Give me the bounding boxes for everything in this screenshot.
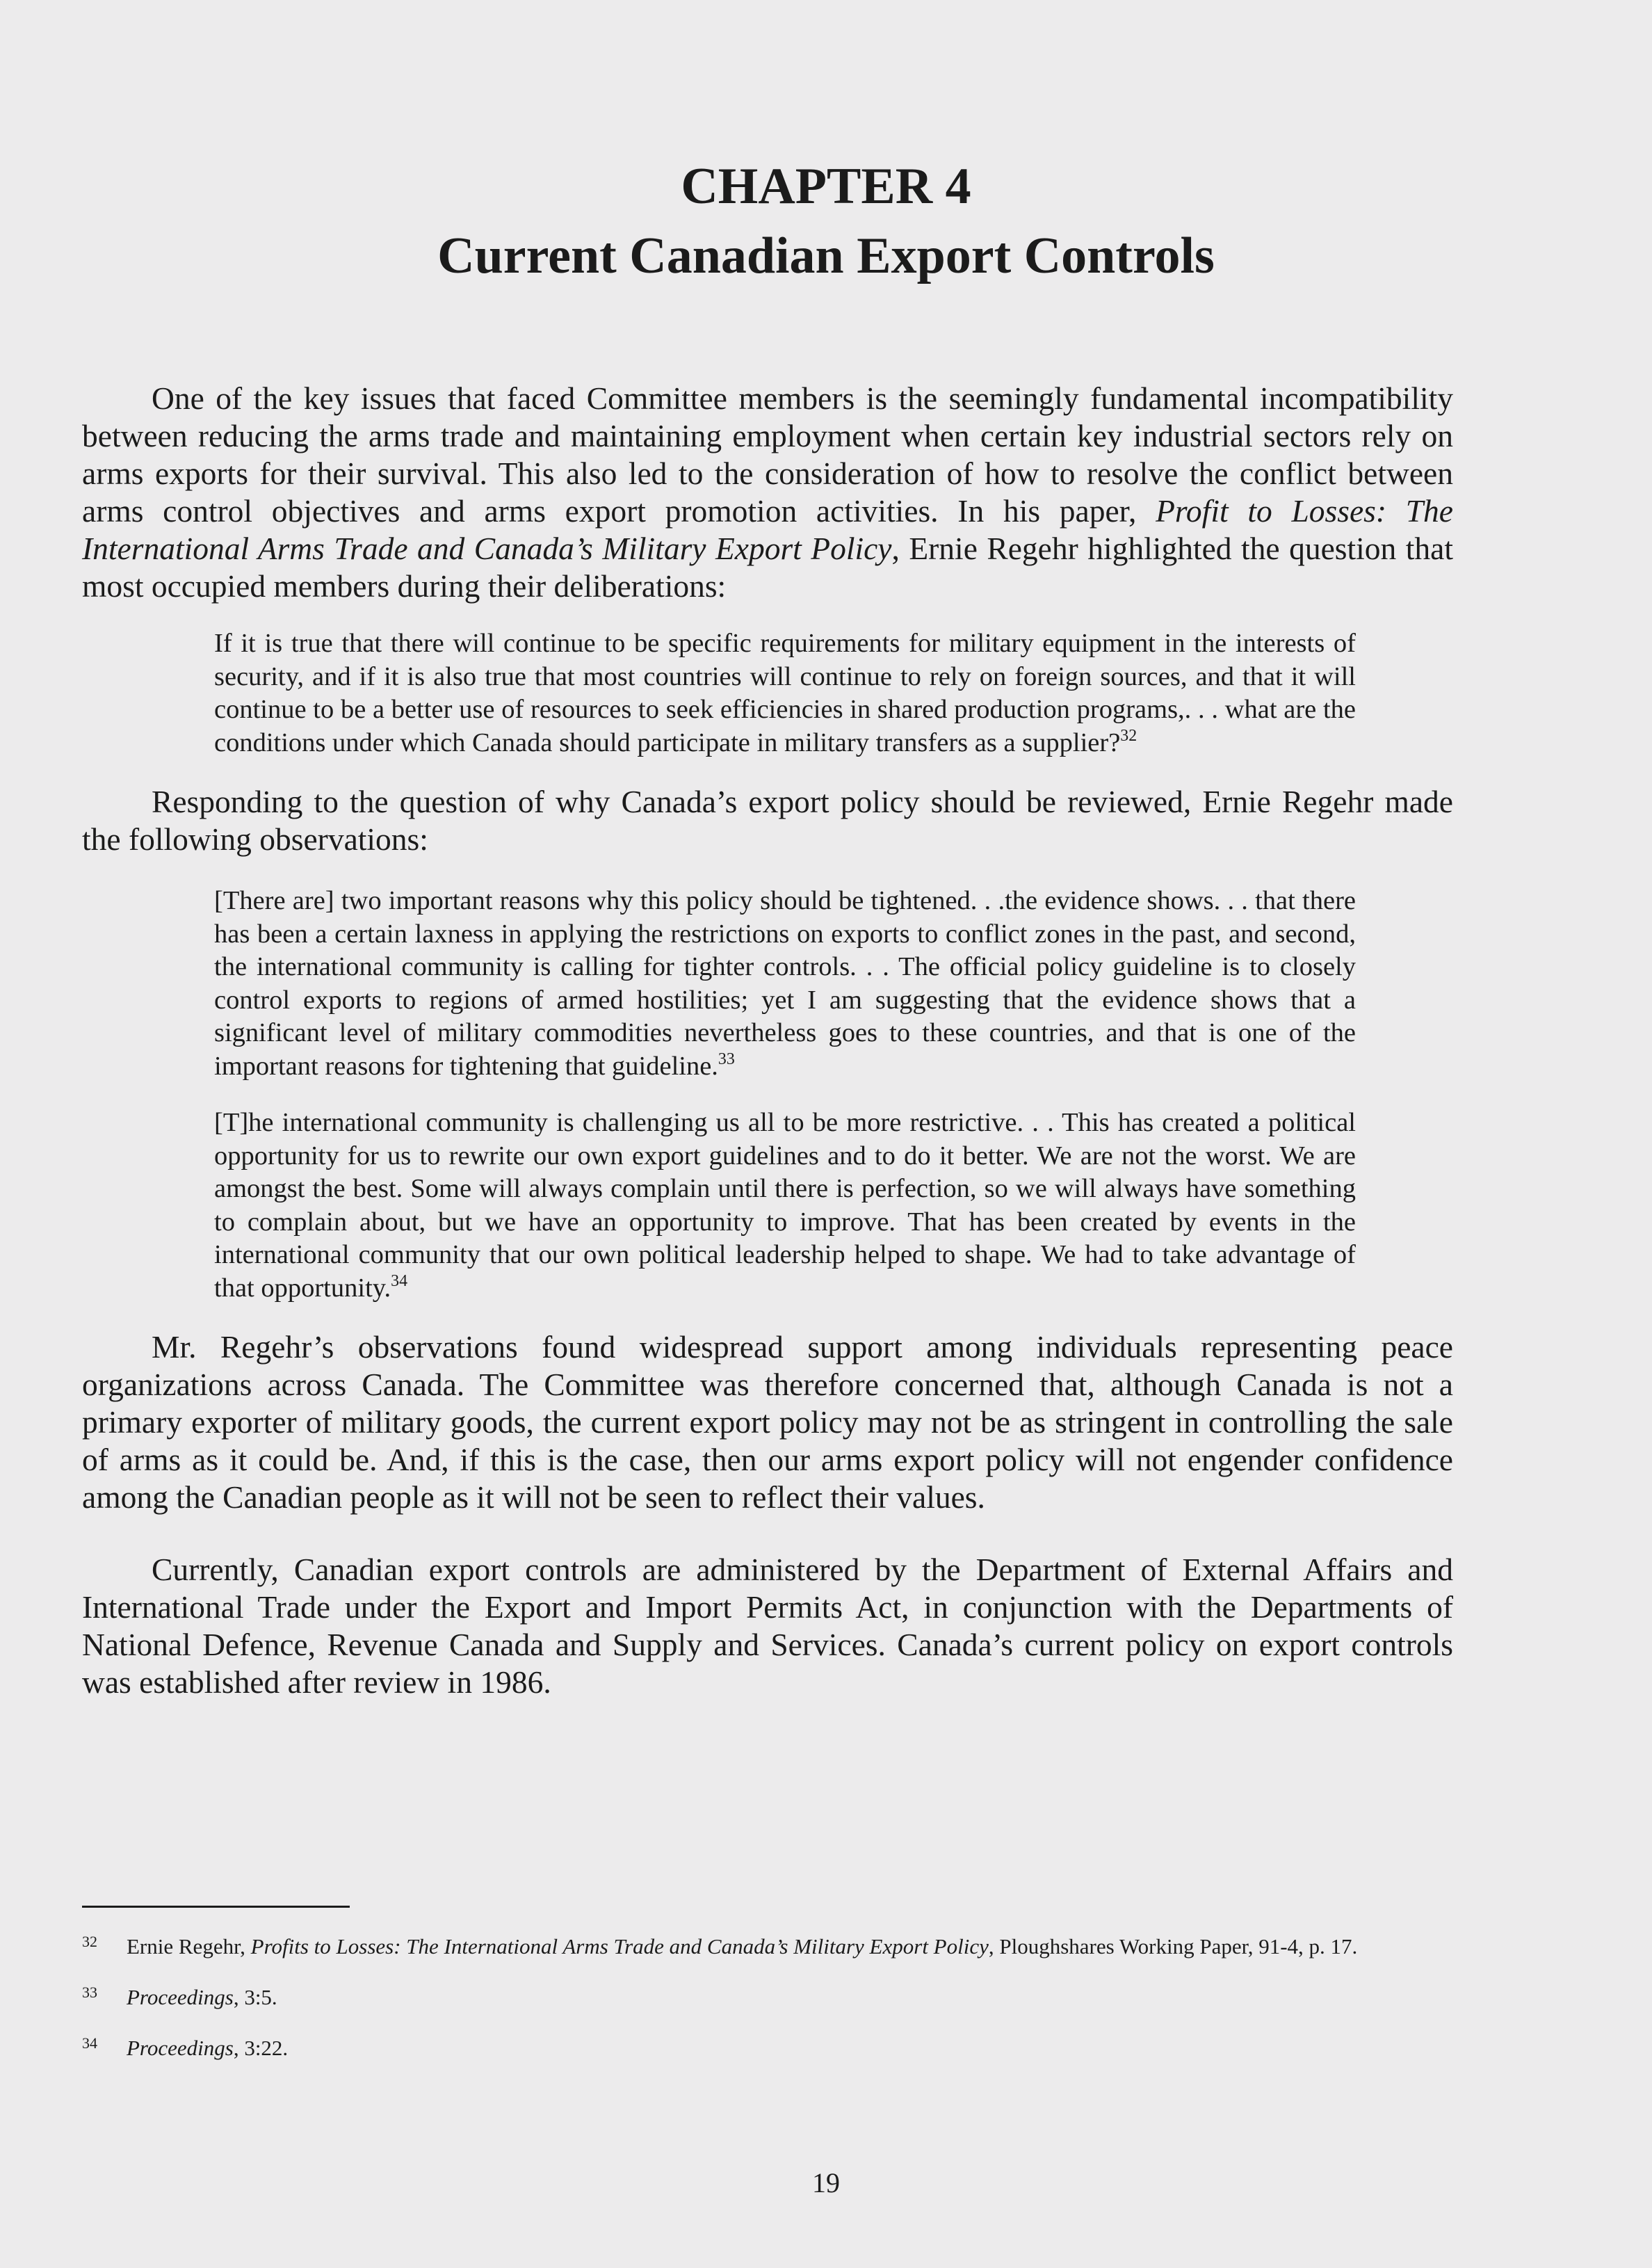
- paper-title-italic: Profit to Losses: The International Arms Trade and Canada’s Military Export Policy: [82, 493, 1453, 566]
- body-text: [82, 380, 1453, 1701]
- footnote-34-italic: Proceedings: [127, 2036, 234, 2060]
- paragraph-1-text-end: , Ernie Regehr highlighted the question that most occupied members during their deliberations:: [82, 531, 1453, 604]
- footnote-32: [82, 1929, 1466, 1960]
- chapter-header: [0, 152, 1652, 291]
- footnotes: [82, 1906, 1466, 2061]
- footnote-33-number: 33: [82, 1984, 97, 2001]
- paragraph-3: [82, 1328, 1453, 1516]
- block-quote-1: [214, 627, 1356, 759]
- block-quote-3: [214, 1107, 1356, 1305]
- footnote-ref-32: 32: [1120, 726, 1137, 745]
- page-number: 19: [812, 2167, 840, 2198]
- paragraph-4: [82, 1551, 1453, 1701]
- block-quote-2: [214, 885, 1356, 1083]
- paragraph-1-text: One of the key issues that faced Committee members is the seemingly fundamental incompatibility between reducing the arms trade and maintaining employment when certain key industrial sectors rely on arms exports for their survival. This also led to the consideration of how to resolve the conflict between arms control objectives and arms export promotion activities. In his paper,: [82, 380, 1453, 529]
- footnote-32-text-start: Ernie Regehr,: [127, 1934, 251, 1959]
- footnote-34: [82, 2030, 1466, 2061]
- footnote-32-text-end: , Ploughshares Working Paper, 91-4, p. 17.: [988, 1934, 1358, 1959]
- paragraph-1: [82, 380, 1453, 605]
- footnote-34-number: 34: [82, 2034, 97, 2052]
- paragraph-2-text: Responding to the question of why Canada’s export policy should be reviewed, Ernie Regehr made the following observations:: [82, 784, 1453, 857]
- quote-3-text: [T]he international community is challenging us all to be more restrictive. . . This has created a political opportunity for us to rewrite our own export guidelines and to do it better. We are not the worst. We are amongst the best. Some will always complain until there is perfection, so we will always have something to complain about, but we have an opportunity to improve. That has been created by events in the international community that our own political leadership helped to shape. We had to take advantage of that opportunity.: [214, 1108, 1356, 1303]
- footnote-ref-34: 34: [391, 1271, 408, 1290]
- paragraph-2: [82, 783, 1453, 858]
- footnote-32-italic: Profits to Losses: The International Arms Trade and Canada’s Military Export Policy: [250, 1934, 989, 1959]
- footnote-33: [82, 1979, 1466, 2011]
- paragraph-4-text: Currently, Canadian export controls are administered by the Department of External Affairs and International Trade under the Export and Import Permits Act, in conjunction with the Departments of National Defence, Revenue Canada and Supply and Services. Canada’s current policy on export controls was established after review in 1986.: [82, 1552, 1453, 1700]
- footnote-32-number: 32: [82, 1933, 97, 1950]
- footnote-33-italic: Proceedings: [127, 1985, 234, 2009]
- chapter-title: Current Canadian Export Controls: [437, 227, 1215, 284]
- footnote-33-text-end: , 3:5.: [233, 1985, 277, 2009]
- quote-1-text: If it is true that there will continue to be specific requirements for military equipment in the interests of security, and if it is also true that most countries will continue to rely on foreign sources, and that it will continue to be a better use of resources to seek efficiencies in shared production programs,. . . what are the conditions under which Canada should participate in military transfers as a supplier?: [214, 629, 1356, 757]
- footnote-34-text-end: , 3:22.: [233, 2036, 289, 2060]
- footnote-ref-33: 33: [718, 1049, 735, 1068]
- quote-2-text: [There are] two important reasons why this policy should be tightened. . .the evidence shows. . . that there has been a certain laxness in applying the restrictions on exports to conflict zones in the past, and second, the international community is calling for tighter controls. . . The official policy guideline is to closely control exports to regions of armed hostilities; yet I am suggesting that the evidence shows that a significant level of military commodities nevertheless goes to these countries, and that is one of the important reasons for tightening that guideline.: [214, 886, 1356, 1081]
- footnote-divider: [82, 1906, 350, 1908]
- chapter-label: CHAPTER 4: [681, 158, 971, 215]
- paragraph-3-text: Mr. Regehr’s observations found widespread support among individuals representing peace organizations across Canada. The Committee was therefore concerned that, although Canada is not a primary exporter of military goods, the current export policy may not be as stringent in controlling the sale of arms as it could be. And, if this is the case, then our arms export policy will not engender confidence among the Canadian people as it will not be seen to reflect their values.: [82, 1329, 1453, 1515]
